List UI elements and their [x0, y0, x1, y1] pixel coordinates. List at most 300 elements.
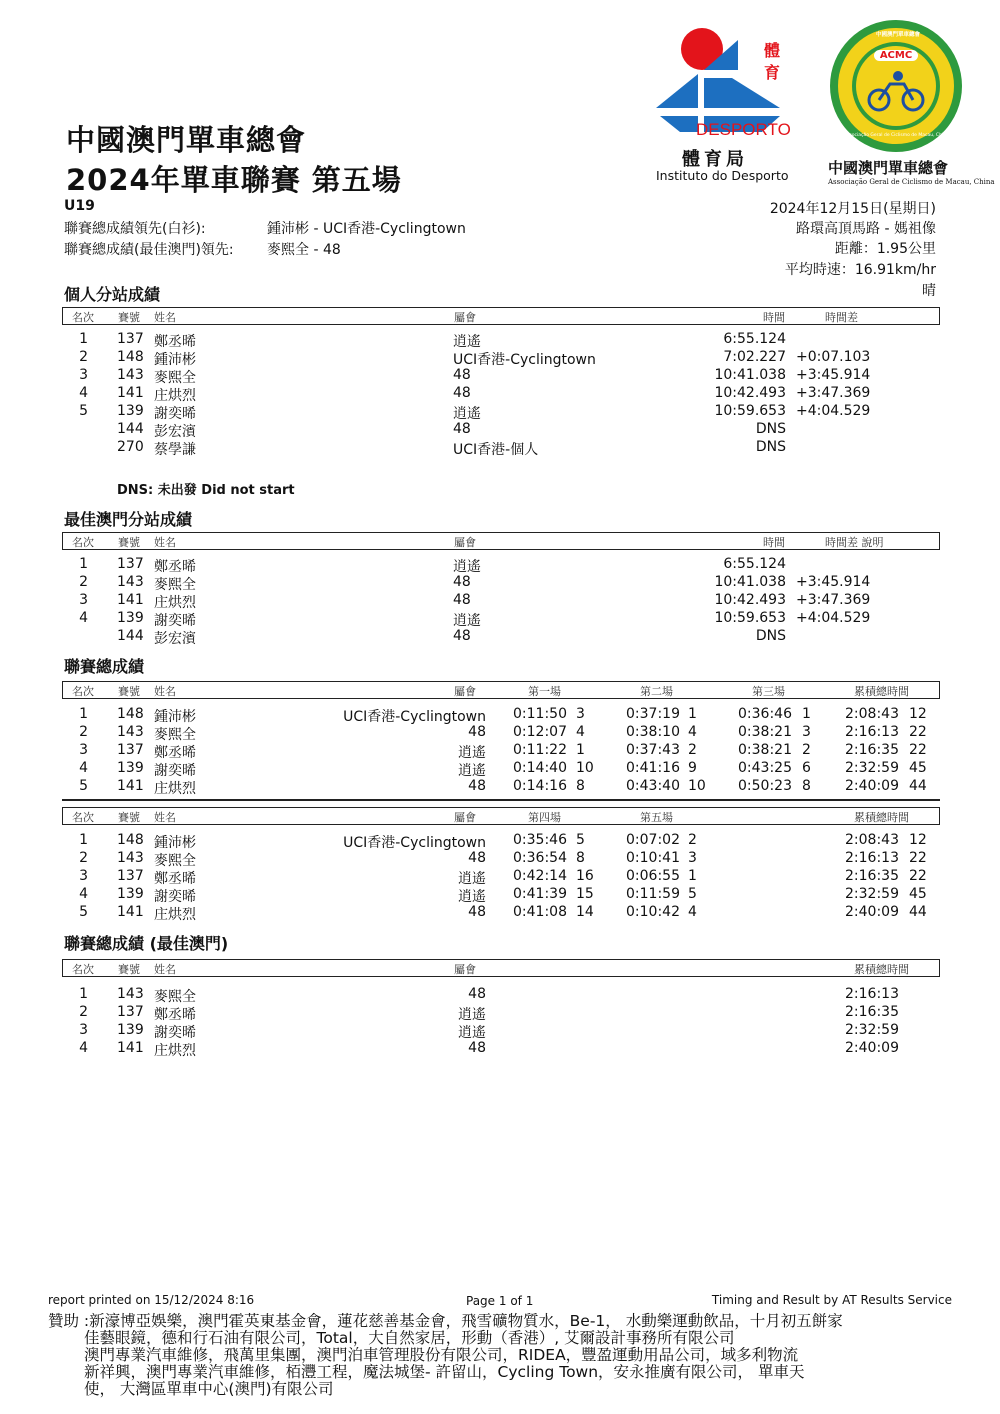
- cell-p2: 4: [688, 724, 697, 740]
- cell-total: 2:16:13: [845, 986, 899, 1002]
- cell-time: DNS: [755, 421, 786, 437]
- cell-rank: 5: [79, 403, 88, 419]
- cell-gap: +3:45.914: [796, 574, 871, 590]
- cell-pts: 12: [909, 832, 927, 848]
- cell-total: 2:16:35: [845, 1004, 899, 1020]
- cell-t3: 0:36:46: [738, 706, 792, 722]
- cell-team: 逍遙: [453, 334, 481, 350]
- cell-team: 逍遙: [458, 1007, 486, 1023]
- cell-p1: 1: [576, 742, 585, 758]
- cell-total: 2:16:35: [845, 742, 899, 758]
- cell-p2: 9: [688, 760, 697, 776]
- col-name: 姓名: [154, 685, 176, 698]
- table-row: [0, 556, 1000, 574]
- cell-p3: 6: [802, 760, 811, 776]
- col-rank: 名次: [72, 811, 94, 824]
- col-stage-1: 第一場: [528, 685, 561, 698]
- table-row: [0, 1040, 1000, 1058]
- cell-rank: 2: [79, 850, 88, 866]
- cell-rank: 2: [79, 349, 88, 365]
- cell-rank: 4: [79, 385, 88, 401]
- table-row: [0, 778, 1000, 796]
- cell-p4: 5: [576, 832, 585, 848]
- cell-time: DNS: [755, 439, 786, 455]
- col-team: 屬會: [454, 963, 476, 976]
- event-title: 2024年單車聯賽 第五場: [66, 163, 402, 197]
- cell-team: UCI香港-個人: [453, 442, 539, 458]
- race-distance: 距離：1.95公里: [834, 241, 936, 257]
- cell-team: 逍遙: [453, 613, 481, 629]
- col-rank: 名次: [72, 685, 94, 698]
- cell-rank: 3: [79, 367, 88, 383]
- cell-team: UCI香港-Cyclingtown: [343, 709, 486, 725]
- cell-bib: 143: [117, 986, 144, 1002]
- cell-p3: 8: [802, 778, 811, 794]
- col-name: 姓名: [154, 963, 176, 976]
- cell-name: 庄烘烈: [154, 388, 196, 404]
- category-label: U19: [64, 198, 95, 214]
- cell-team: 48: [468, 1040, 486, 1056]
- cell-t4: 0:42:14: [513, 868, 567, 884]
- cell-time: DNS: [755, 628, 786, 644]
- cell-total: 2:40:09: [845, 1040, 899, 1056]
- cell-time: 10:59.653: [714, 610, 786, 626]
- table-row: [0, 868, 1000, 886]
- table-row: [0, 610, 1000, 628]
- col-name: 姓名: [154, 811, 176, 824]
- cell-bib: 143: [117, 574, 144, 590]
- cell-t2: 0:37:19: [626, 706, 680, 722]
- cell-pts: 45: [909, 760, 927, 776]
- cell-team: 48: [468, 904, 486, 920]
- cell-name: 鄭丞晞: [154, 871, 196, 887]
- cell-t5: 0:11:59: [626, 886, 680, 902]
- cell-p3: 2: [802, 742, 811, 758]
- cell-p4: 15: [576, 886, 594, 902]
- individual-table-header: [62, 307, 940, 325]
- cell-p2: 2: [688, 742, 697, 758]
- cell-time: 10:59.653: [714, 403, 786, 419]
- cell-name: 鄭丞晞: [154, 745, 196, 761]
- cell-p5: 2: [688, 832, 697, 848]
- cell-rank: 5: [79, 904, 88, 920]
- cell-pts: 44: [909, 778, 927, 794]
- cell-gap: +3:47.369: [796, 385, 871, 401]
- table-row: [0, 850, 1000, 868]
- cell-rank: 3: [79, 742, 88, 758]
- cell-bib: 137: [117, 331, 144, 347]
- cell-rank: 4: [79, 1040, 88, 1056]
- cell-time: 10:42.493: [714, 385, 786, 401]
- cell-p1: 4: [576, 724, 585, 740]
- col-stage-3: 第三場: [752, 685, 785, 698]
- cell-gap: +3:47.369: [796, 592, 871, 608]
- cell-t4: 0:41:08: [513, 904, 567, 920]
- cell-t2: 0:43:40: [626, 778, 680, 794]
- cell-time: 7:02.227: [723, 349, 786, 365]
- cell-t5: 0:10:41: [626, 850, 680, 866]
- cell-bib: 137: [117, 1004, 144, 1020]
- cell-p4: 8: [576, 850, 585, 866]
- cell-p1: 3: [576, 706, 585, 722]
- cell-pts: 22: [909, 742, 927, 758]
- cell-team: 逍遙: [453, 559, 481, 575]
- col-rank: 名次: [72, 963, 94, 976]
- col-bib: 賽號: [118, 685, 140, 698]
- cell-rank: 4: [79, 610, 88, 626]
- cell-pts: 22: [909, 850, 927, 866]
- col-time: 時間: [763, 536, 785, 549]
- cell-rank: 1: [79, 706, 88, 722]
- overall-macau-table-header: [62, 959, 940, 977]
- cell-name: 麥熙全: [154, 727, 196, 743]
- cell-bib: 137: [117, 556, 144, 572]
- cell-total: 2:32:59: [845, 1022, 899, 1038]
- cell-gap: +4:04.529: [796, 403, 871, 419]
- overall-table-body-1: [0, 706, 1000, 796]
- cell-rank: 2: [79, 574, 88, 590]
- acmc-ring-top: 中國澳門單車總會: [875, 32, 920, 38]
- cell-name: 彭宏濱: [154, 424, 196, 440]
- timing-credit: Timing and Result by AT Results Service: [711, 1293, 952, 1307]
- cell-rank: 3: [79, 868, 88, 884]
- col-time: 時間: [763, 311, 785, 324]
- cell-total: 2:16:13: [845, 850, 899, 866]
- cell-bib: 143: [117, 367, 144, 383]
- cell-name: 庄烘烈: [154, 907, 196, 923]
- cell-name: 謝奕晞: [154, 406, 196, 422]
- cell-bib: 144: [117, 628, 144, 644]
- cell-bib: 139: [117, 403, 144, 419]
- cell-bib: 148: [117, 349, 144, 365]
- cell-t5: 0:06:55: [626, 868, 680, 884]
- cell-team: 逍遙: [458, 889, 486, 905]
- cell-bib: 137: [117, 742, 144, 758]
- cell-name: 鄭丞晞: [154, 559, 196, 575]
- page-title: 中國澳門單車總會: [66, 123, 307, 157]
- cell-name: 麥熙全: [154, 370, 196, 386]
- table-divider: [62, 799, 940, 801]
- desporto-name: DESPORTO: [696, 120, 791, 139]
- cell-team: UCI香港-Cyclingtown: [343, 835, 486, 851]
- table-row: [0, 886, 1000, 904]
- cell-rank: 2: [79, 1004, 88, 1020]
- cell-pts: 44: [909, 904, 927, 920]
- page-number: Page 1 of 1: [466, 1294, 534, 1308]
- table-row: [0, 724, 1000, 742]
- cell-name: 庄烘烈: [154, 595, 196, 611]
- cell-bib: 148: [117, 706, 144, 722]
- table-row: [0, 439, 1000, 457]
- leader-value: 鍾沛彬 - UCI香港-Cyclingtown: [267, 221, 466, 237]
- cell-pts: 12: [909, 706, 927, 722]
- cell-p5: 4: [688, 904, 697, 920]
- race-weather: 晴: [922, 283, 936, 299]
- overall-table-header-2: [62, 807, 940, 825]
- cell-time: 10:41.038: [714, 367, 786, 383]
- race-route: 路環高頂馬路 - 媽祖像: [796, 221, 936, 237]
- cell-name: 彭宏濱: [154, 631, 196, 647]
- table-row: [0, 760, 1000, 778]
- cell-team: 48: [453, 367, 471, 383]
- col-bib: 賽號: [118, 311, 140, 324]
- cell-team: 48: [468, 850, 486, 866]
- cell-name: 鍾沛彬: [154, 835, 196, 851]
- col-rank: 名次: [72, 311, 94, 324]
- cell-name: 謝奕晞: [154, 1025, 196, 1041]
- overall-table-body-2: [0, 832, 1000, 922]
- cell-rank: 1: [79, 556, 88, 572]
- table-row: [0, 331, 1000, 349]
- race-avg-speed: 平均時速：16.91km/hr: [784, 262, 936, 278]
- table-row: [0, 742, 1000, 760]
- desporto-vertical-text: 體育: [764, 41, 781, 82]
- cell-total: 2:32:59: [845, 886, 899, 902]
- acmc-pt: Associação Geral de Ciclismo de Macau, China: [828, 178, 995, 186]
- cell-bib: 148: [117, 832, 144, 848]
- cell-gap: +4:04.529: [796, 610, 871, 626]
- table-row: [0, 367, 1000, 385]
- col-bib: 賽號: [118, 811, 140, 824]
- cell-t1: 0:14:40: [513, 760, 567, 776]
- cell-team: 逍遙: [458, 763, 486, 779]
- col-total: 累積總時間: [854, 963, 909, 976]
- cell-pts: 22: [909, 868, 927, 884]
- cell-bib: 270: [117, 439, 144, 455]
- cell-bib: 141: [117, 904, 144, 920]
- cell-team: UCI香港-Cyclingtown: [453, 352, 596, 368]
- leader-macau-row: [64, 239, 341, 259]
- cell-bib: 141: [117, 778, 144, 794]
- desporto-logo: [652, 22, 792, 187]
- cell-team: 48: [453, 385, 471, 401]
- cell-t5: 0:10:42: [626, 904, 680, 920]
- table-row: [0, 1022, 1000, 1040]
- individual-section-title: 個人分站成績: [64, 285, 161, 304]
- cell-t2: 0:41:16: [626, 760, 680, 776]
- race-date: 2024年12月15日(星期日): [769, 201, 936, 217]
- cell-total: 2:16:35: [845, 868, 899, 884]
- cell-team: 48: [468, 986, 486, 1002]
- cell-t4: 0:36:54: [513, 850, 567, 866]
- col-team: 屬會: [454, 685, 476, 698]
- col-bib: 賽號: [118, 963, 140, 976]
- desporto-cn: 體育局: [682, 149, 748, 170]
- cell-time: 10:41.038: [714, 574, 786, 590]
- cell-total: 2:32:59: [845, 760, 899, 776]
- cell-total: 2:08:43: [845, 832, 899, 848]
- cell-team: 48: [468, 724, 486, 740]
- cell-rank: 4: [79, 760, 88, 776]
- cell-rank: 1: [79, 331, 88, 347]
- cell-gap: +3:45.914: [796, 367, 871, 383]
- cell-rank: 4: [79, 886, 88, 902]
- cell-name: 鄭丞晞: [154, 334, 196, 350]
- individual-table-body: [0, 331, 1000, 457]
- cell-rank: 1: [79, 832, 88, 848]
- table-row: [0, 574, 1000, 592]
- cell-t3: 0:38:21: [738, 742, 792, 758]
- cell-p4: 16: [576, 868, 594, 884]
- cell-pts: 22: [909, 724, 927, 740]
- cell-bib: 141: [117, 385, 144, 401]
- cell-p2: 1: [688, 706, 697, 722]
- cell-p3: 1: [802, 706, 811, 722]
- sponsor-line: 佳藝眼鏡，德和行石油有限公司，Total，大自然家居，形動（香港）, 艾爾設計事務所有限公司: [84, 1329, 735, 1347]
- cell-total: 2:40:09: [845, 904, 899, 920]
- best-macau-table-body: [0, 556, 1000, 646]
- table-row: [0, 628, 1000, 646]
- col-team: 屬會: [454, 536, 476, 549]
- sponsor-line: 贊助 :新濠博亞娛樂，澳門霍英東基金會，蓮花慈善基金會，飛雪礦物質水，Be-1， 水動樂運動飲品，十月初五餅家: [48, 1312, 843, 1330]
- cell-t1: 0:11:50: [513, 706, 567, 722]
- cell-bib: 141: [117, 592, 144, 608]
- cell-name: 麥熙全: [154, 853, 196, 869]
- cell-p2: 10: [688, 778, 706, 794]
- cell-time: 6:55.124: [723, 331, 786, 347]
- col-gap-note: 時間差 說明: [825, 536, 884, 549]
- overall-section-title: 聯賽總成績: [64, 657, 145, 676]
- col-stage-4: 第四場: [528, 811, 561, 824]
- col-bib: 賽號: [118, 536, 140, 549]
- cell-bib: 139: [117, 610, 144, 626]
- cell-pts: 45: [909, 886, 927, 902]
- sponsor-list: [48, 1313, 928, 1398]
- cell-total: 2:08:43: [845, 706, 899, 722]
- col-name: 姓名: [154, 311, 176, 324]
- cell-name: 麥熙全: [154, 577, 196, 593]
- cell-name: 庄烘烈: [154, 781, 196, 797]
- printed-on: report printed on 15/12/2024 8:16: [48, 1293, 255, 1307]
- table-row: [0, 385, 1000, 403]
- table-row: [0, 986, 1000, 1004]
- cell-name: 謝奕晞: [154, 889, 196, 905]
- col-team: 屬會: [454, 311, 476, 324]
- dns-note: DNS: 未出發 Did not start: [117, 483, 295, 498]
- cell-rank: 5: [79, 778, 88, 794]
- cell-total: 2:40:09: [845, 778, 899, 794]
- cell-t5: 0:07:02: [626, 832, 680, 848]
- col-total: 累積總時間: [854, 811, 909, 824]
- cell-rank: 1: [79, 986, 88, 1002]
- cell-name: 麥熙全: [154, 989, 196, 1005]
- col-name: 姓名: [154, 536, 176, 549]
- cell-p5: 5: [688, 886, 697, 902]
- leader-label: 聯賽總成績領先(白衫):: [64, 221, 206, 237]
- cell-t1: 0:12:07: [513, 724, 567, 740]
- cell-p1: 10: [576, 760, 594, 776]
- table-row: [0, 592, 1000, 610]
- sponsor-line: 使， 大灣區單車中心(澳門)有限公司: [84, 1380, 334, 1398]
- table-row: [0, 706, 1000, 724]
- cell-bib: 144: [117, 421, 144, 437]
- cell-p5: 1: [688, 868, 697, 884]
- cell-rank: 3: [79, 592, 88, 608]
- desporto-pt: Instituto do Desporto: [656, 168, 789, 183]
- cell-t3: 0:50:23: [738, 778, 792, 794]
- table-row: [0, 349, 1000, 367]
- cell-name: 謝奕晞: [154, 763, 196, 779]
- cell-bib: 143: [117, 724, 144, 740]
- cell-name: 鍾沛彬: [154, 709, 196, 725]
- cell-team: 48: [468, 778, 486, 794]
- cell-team: 逍遙: [453, 406, 481, 422]
- cell-name: 庄烘烈: [154, 1043, 196, 1059]
- sponsor-line: 新祥興，澳門專業汽車維修，栢灃工程，魔法城堡- 許留山，Cycling Town，安永推廣有限公司， 單車天: [84, 1363, 805, 1381]
- table-row: [0, 832, 1000, 850]
- leader-macau-label: 聯賽總成績(最佳澳門)領先:: [64, 242, 234, 258]
- cell-team: 48: [453, 592, 471, 608]
- cell-bib: 143: [117, 850, 144, 866]
- acmc-ring-bottom: Associação Geral de Ciclismo de Macau, China: [844, 133, 949, 138]
- col-gap: 時間差: [825, 311, 858, 324]
- leader-macau-value: 麥熙全 - 48: [267, 242, 341, 258]
- cell-t4: 0:41:39: [513, 886, 567, 902]
- col-rank: 名次: [72, 536, 94, 549]
- cell-team: 48: [453, 574, 471, 590]
- col-stage-5: 第五場: [640, 811, 673, 824]
- table-row: [0, 904, 1000, 922]
- cell-p5: 3: [688, 850, 697, 866]
- overall-macau-table-body: [0, 986, 1000, 1058]
- cell-bib: 139: [117, 760, 144, 776]
- cell-name: 謝奕晞: [154, 613, 196, 629]
- cell-p4: 14: [576, 904, 594, 920]
- cell-t2: 0:38:10: [626, 724, 680, 740]
- best-macau-section-title: 最佳澳門分站成績: [64, 510, 193, 529]
- cell-t3: 0:43:25: [738, 760, 792, 776]
- cell-t1: 0:11:22: [513, 742, 567, 758]
- cell-team: 逍遙: [458, 871, 486, 887]
- cell-name: 蔡學謙: [154, 442, 196, 458]
- table-row: [0, 1004, 1000, 1022]
- cell-bib: 137: [117, 868, 144, 884]
- cell-bib: 141: [117, 1040, 144, 1056]
- cell-t1: 0:14:16: [513, 778, 567, 794]
- cell-team: 48: [453, 628, 471, 644]
- col-total: 累積總時間: [854, 685, 909, 698]
- cell-gap: +0:07.103: [796, 349, 871, 365]
- cell-t4: 0:35:46: [513, 832, 567, 848]
- overall-table-header-1: [62, 681, 940, 699]
- cell-team: 逍遙: [458, 745, 486, 761]
- cell-time: 10:42.493: [714, 592, 786, 608]
- cell-team: 逍遙: [458, 1025, 486, 1041]
- cell-rank: 3: [79, 1022, 88, 1038]
- best-macau-table-header: [62, 532, 940, 550]
- acmc-logo: [826, 18, 995, 193]
- cell-rank: 2: [79, 724, 88, 740]
- acmc-badge: ACMC: [874, 50, 918, 61]
- cell-name: 鍾沛彬: [154, 352, 196, 368]
- cell-t3: 0:38:21: [738, 724, 792, 740]
- table-row: [0, 421, 1000, 439]
- cell-t2: 0:37:43: [626, 742, 680, 758]
- cell-total: 2:16:13: [845, 724, 899, 740]
- overall-macau-section-title: 聯賽總成績 (最佳澳門): [64, 934, 229, 953]
- cell-name: 鄭丞晞: [154, 1007, 196, 1023]
- cell-bib: 139: [117, 886, 144, 902]
- cell-time: 6:55.124: [723, 556, 786, 572]
- table-row: [0, 403, 1000, 421]
- cell-bib: 139: [117, 1022, 144, 1038]
- leader-row: [64, 218, 466, 238]
- cell-p1: 8: [576, 778, 585, 794]
- sponsor-line: 澳門專業汽車維修，飛萬里集團，澳門泊車管理股份有限公司，RIDEA，豐盈運動用品公司，域多利物流: [84, 1346, 799, 1364]
- col-stage-2: 第二場: [640, 685, 673, 698]
- col-team: 屬會: [454, 811, 476, 824]
- cell-team: 48: [453, 421, 471, 437]
